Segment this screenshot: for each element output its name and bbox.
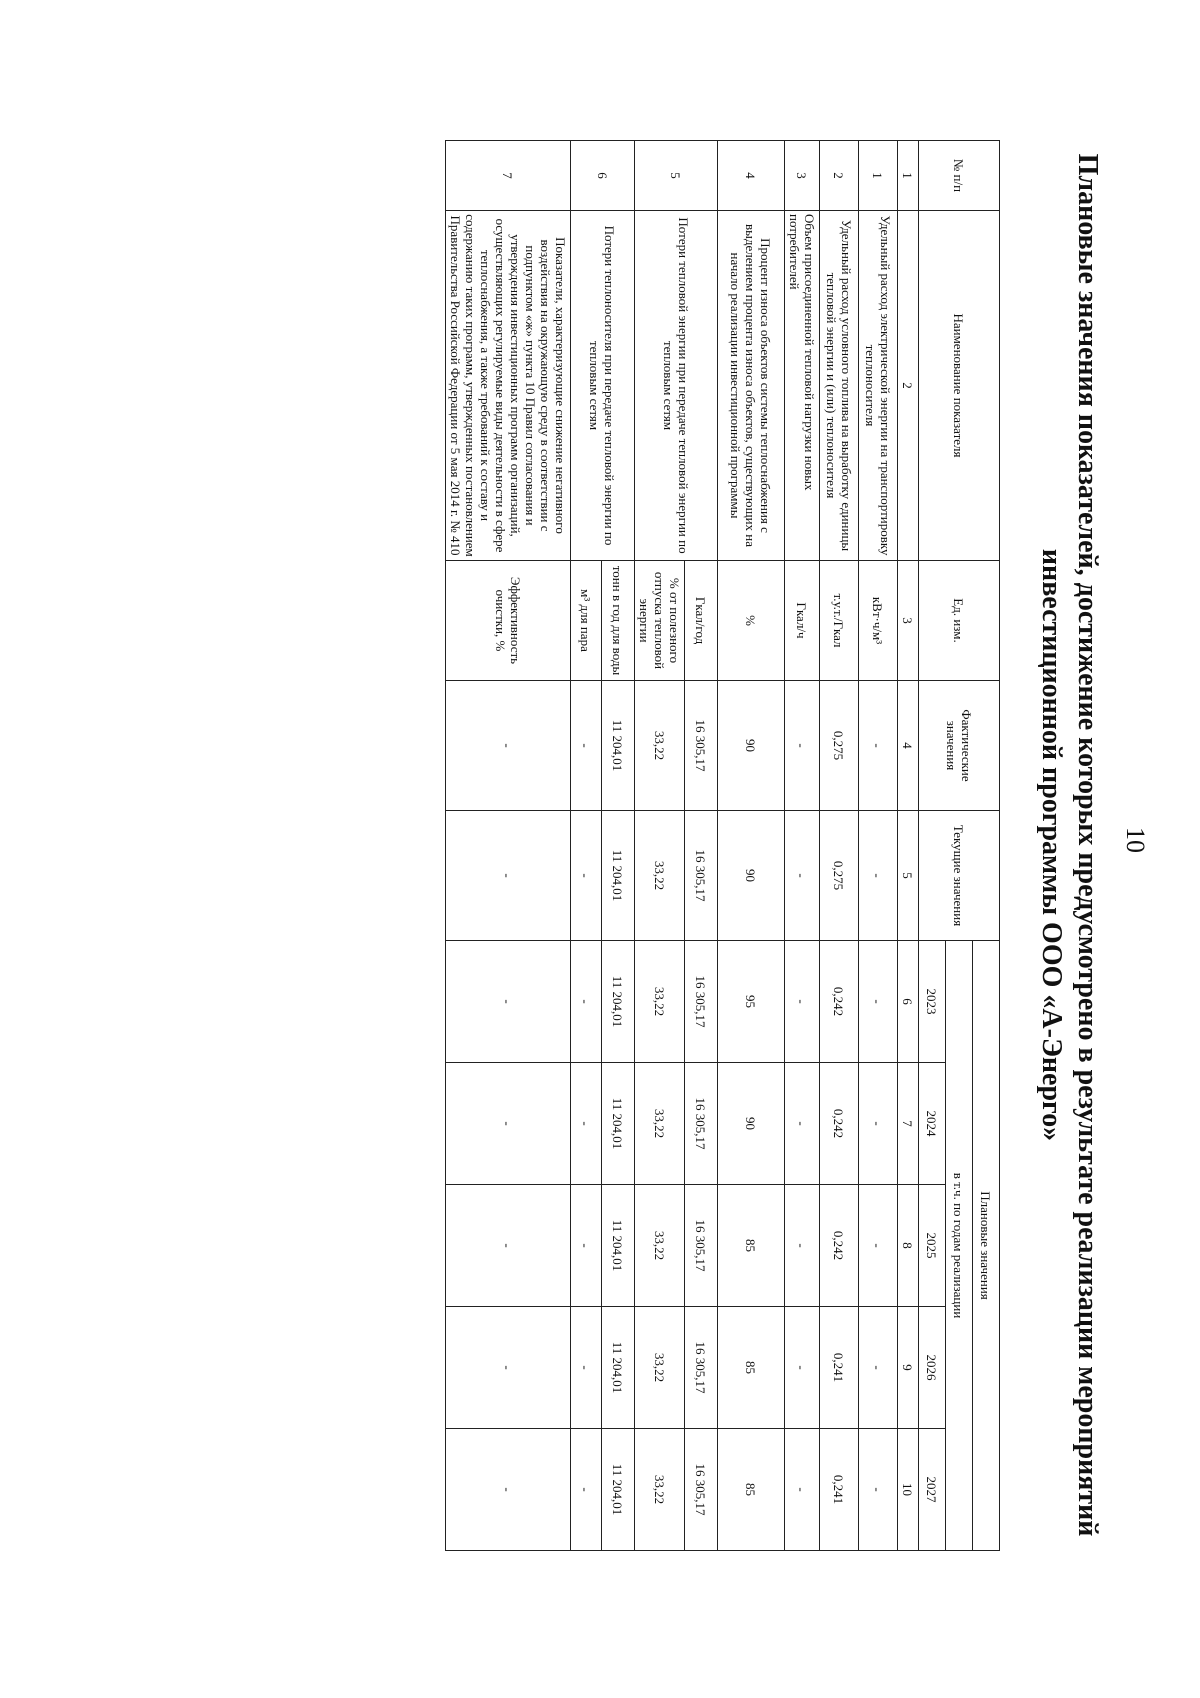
indicator-name: Удельный расход электрической энергии на транспортировку теплоносителя [859,211,898,561]
column-number: 7 [898,1063,919,1185]
plan-value: 33,22 [635,1063,685,1185]
column-number: 9 [898,1307,919,1429]
plan-value: - [859,1063,898,1185]
indicator-name: Процент износа объектов системы теплоснабжения с выделением процента износа объектов, существующих на начало реализации инвестиционной программы [718,211,785,561]
plan-value: 11 204,01 [602,1185,635,1307]
actual-value: 11 204,01 [602,681,635,811]
plan-value: - [446,1063,571,1185]
plan-value: - [571,1307,602,1429]
actual-value: - [785,681,820,811]
plan-value: 0,241 [820,1307,859,1429]
plan-value: 16 305,17 [685,941,718,1063]
plan-value: - [446,941,571,1063]
current-value: 33,22 [635,811,685,941]
plan-value: 95 [718,941,785,1063]
plan-value: - [571,1063,602,1185]
page-number: 10 [1121,827,1150,853]
plan-value: 33,22 [635,941,685,1063]
actual-value: 0,275 [820,681,859,811]
current-value: 11 204,01 [602,811,635,941]
header-name: Наименование показателя [919,211,1000,561]
plan-value: 0,242 [820,941,859,1063]
unit: кВт·ч/м³ [859,561,898,681]
current-value: - [785,811,820,941]
header-year: 2023 [919,941,946,1063]
column-number: 1 [898,141,919,211]
unit: м³ для пара [571,561,602,681]
plan-value: 11 204,01 [602,1063,635,1185]
plan-value: - [785,1429,820,1551]
header-unit: Ед. изм. [919,561,1000,681]
column-number: 4 [898,681,919,811]
plan-value: 33,22 [635,1429,685,1551]
row-number: 6 [571,141,635,211]
plan-value: 85 [718,1307,785,1429]
row-number: 1 [859,141,898,211]
plan-value: 11 204,01 [602,1307,635,1429]
plan-value: - [571,941,602,1063]
column-number: 10 [898,1429,919,1551]
plan-value: 85 [718,1185,785,1307]
rotated-page-content [140,70,1160,1620]
plan-value: - [859,941,898,1063]
column-number: 2 [898,211,919,561]
header-actual: Фактические значения [919,681,1000,811]
actual-value: 90 [718,681,785,811]
current-value: - [859,811,898,941]
header-year: 2027 [919,1429,946,1551]
plan-value: - [446,1185,571,1307]
header-by-years: в т.ч. по годам реализации [946,941,973,1551]
plan-value: 11 204,01 [602,941,635,1063]
header-num: № п/п [919,141,1000,211]
table-row [602,141,635,1551]
plan-value: - [571,1429,602,1551]
plan-value: 0,242 [820,1185,859,1307]
table-row [685,141,718,1551]
unit: % [718,561,785,681]
indicators-table [445,140,1000,1551]
row-number: 7 [446,141,571,211]
indicator-name: Удельный расход условного топлива на выработку единицы тепловой энергии и (или) теплоносителя [820,211,859,561]
unit: Гкал/год [685,561,718,681]
actual-value: - [446,681,571,811]
plan-value: 0,241 [820,1429,859,1551]
column-number: 5 [898,811,919,941]
column-number: 3 [898,561,919,681]
plan-value: 16 305,17 [685,1063,718,1185]
header-plan: Плановые значения [973,941,1000,1551]
unit: Эффективность очистки, % [446,561,571,681]
current-value: - [446,811,571,941]
unit: тонн в год для воды [602,561,635,681]
current-value: 16 305,17 [685,811,718,941]
indicator-name: Потери теплоносителя при передаче тепловой энергии по тепловым сетям [571,211,635,561]
plan-value: - [571,1185,602,1307]
plan-value: - [859,1185,898,1307]
table-row [718,141,785,1551]
indicator-name: Потери тепловой энергии при передаче тепловой энергии по тепловым сетям [635,211,718,561]
plan-value: - [785,1307,820,1429]
current-value: 90 [718,811,785,941]
plan-value: - [446,1429,571,1551]
plan-value: - [859,1429,898,1551]
column-number: 8 [898,1185,919,1307]
plan-value: 33,22 [635,1185,685,1307]
plan-value: 90 [718,1063,785,1185]
actual-value: 33,22 [635,681,685,811]
plan-value: - [859,1307,898,1429]
plan-value: 85 [718,1429,785,1551]
plan-value: 16 305,17 [685,1429,718,1551]
current-value: - [571,811,602,941]
plan-value: 33,22 [635,1307,685,1429]
row-number: 3 [785,141,820,211]
actual-value: - [859,681,898,811]
plan-value: 11 204,01 [602,1429,635,1551]
indicator-name: Объем присоединенной тепловой нагрузки новых потребителей [785,211,820,561]
actual-value: 16 305,17 [685,681,718,811]
plan-value: - [785,941,820,1063]
document-title: Плановые значения показателей, достижение которых предусмотрено в результате реализации мероприятий инвестиционной программы ООО «А-Энерго» [1036,153,1103,1537]
header-year: 2026 [919,1307,946,1429]
header-year: 2024 [919,1063,946,1185]
table-row [820,141,859,1551]
row-number: 5 [635,141,718,211]
row-number: 2 [820,141,859,211]
indicator-name: Показатели, характеризующие снижение негативного воздействия на окружающую среду в соответствии с подпунктом «ж» пункта 10 Правил согласования и утверждения инвестиционных программ организаций, осуществляющих регулируемые виды деятельности в сфере теплоснабжения, а также требований к составу и содержанию таких программ, утвержденных постановлением Правительства Российской Федерации от 5 мая 2014 г. № 410 [446,211,571,561]
plan-value: 16 305,17 [685,1307,718,1429]
plan-value: 16 305,17 [685,1185,718,1307]
actual-value: - [571,681,602,811]
plan-value: - [446,1307,571,1429]
table-row [859,141,898,1551]
unit: % от полезного отпуска тепловой энергии [635,561,685,681]
table-row [446,141,571,1551]
plan-value: 0,242 [820,1063,859,1185]
column-number: 6 [898,941,919,1063]
row-number: 4 [718,141,785,211]
header-current: Текущие значения [919,811,1000,941]
unit: Гкал/ч [785,561,820,681]
plan-value: - [785,1063,820,1185]
column-number-row [898,141,919,1551]
table-row [785,141,820,1551]
plan-value: - [785,1185,820,1307]
current-value: 0,275 [820,811,859,941]
unit: т.у.т./Гкал [820,561,859,681]
header-year: 2025 [919,1185,946,1307]
